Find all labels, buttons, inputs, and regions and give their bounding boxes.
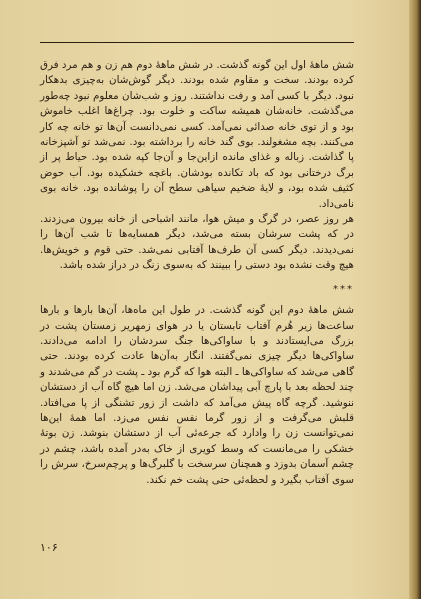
page-edge-shadow [409,0,421,599]
paragraph-1: شش ماههٔ اول این گونه گذشت. در شش ماههٔ دوم هم زن و هم مرد فرق کرده بودند. سخت و مقاوم شده بودند. دیگر گوش‌شان به‌چیزی بدهکار نبود. دیگر با کسی آمد و رفت نداشتند. روز و شب‌شان معلوم نبود چه‌طور می‌گذشت. خانه‌شان همیشه ساکت و خلوت بود. چراغ‌ها اغلب خاموش بود و از توی خانه صدائی نمی‌آمد. کسی نمی‌دانست آن‌ها تو خانه چه کار می‌کنند. بچه مشغولند. بوی گند خانه را برداشته بود. نمی‌شد تو آشپزخانه پا گذاشت. زباله و غذای مانده ازاین‌جا و آن‌جا کپه شده بود. حیاط پر از برگ درختانی بود که باد تکانده بودشان. باغچه خشکیده بود. آب حوض کثیف شده بود، و لایهٔ ضخیم سیاهی سطح آن را پوشانده بود. خانه بوی نامی‌داد. [40,59,354,210]
header-rule [40,42,354,43]
paragraph-2: هر روز عصر، در گرگ و میش هوا، مانند اشباحی از خانه بیرون می‌زدند. در که پشت سرشان بسته می‌شد، دیگر همسایه‌ها تا شب آن‌ها را نمی‌دیدند. دیگر کسی آن طرف‌ها آفتابی نمی‌شد. حتی قوم و خویش‌ها. هیچ وقت نشده بود دستی را ببینند که به‌سوی زنگ در دراز شده باشد. [40,213,354,272]
page-number: ۱۰۶ [40,541,58,554]
section-separator: *** [333,283,354,295]
body-text [40,58,354,488]
paragraph-3: شش ماههٔ دوم این گونه گذشت. در طول این ماه‌ها، آن‌ها بارها و بارها ساعت‌ها زیر هُرم آفتاب تابستان یا در هوای زمهریر زمستان پشت در بزرگ می‌ایستادند و با ساواکی‌ها جنگ سردشان را ادامه می‌دادند. ساواکی‌ها دیگر چیزی نمی‌گفتند. انگار به‌آن‌ها عادت کرده بودند. حتی گاهی می‌شد که ساواکی‌ها ـ البته هوا که گرم بود ـ پشت در گم می‌شدند و چند لحظه بعد با پارچ آبی پیداشان می‌شد. زن اما هیچ گاه آب از دستشان ننوشید. گرچه گاه پیش می‌آمد که داشت از زور تشنگی از پا می‌افتاد. قلبش می‌گرفت و از زور گرما نفس نفس می‌زد. اما همهٔ این‌ها نمی‌توانست زن را وادارد که جرعه‌ئی آب از دستشان بنوشد. زن بوتهٔ خشکی را می‌مانست که وسط کویری از خاک به‌در آمده باشد، چشم در چشم آسمان بدوزد و همچنان سرسخت با گلبرگ‌ها و پرچم‌سرخ، سرش را سوی آفتاب بگیرد و لحظه‌ئی حتی پشت خم نکند. [40,304,354,486]
